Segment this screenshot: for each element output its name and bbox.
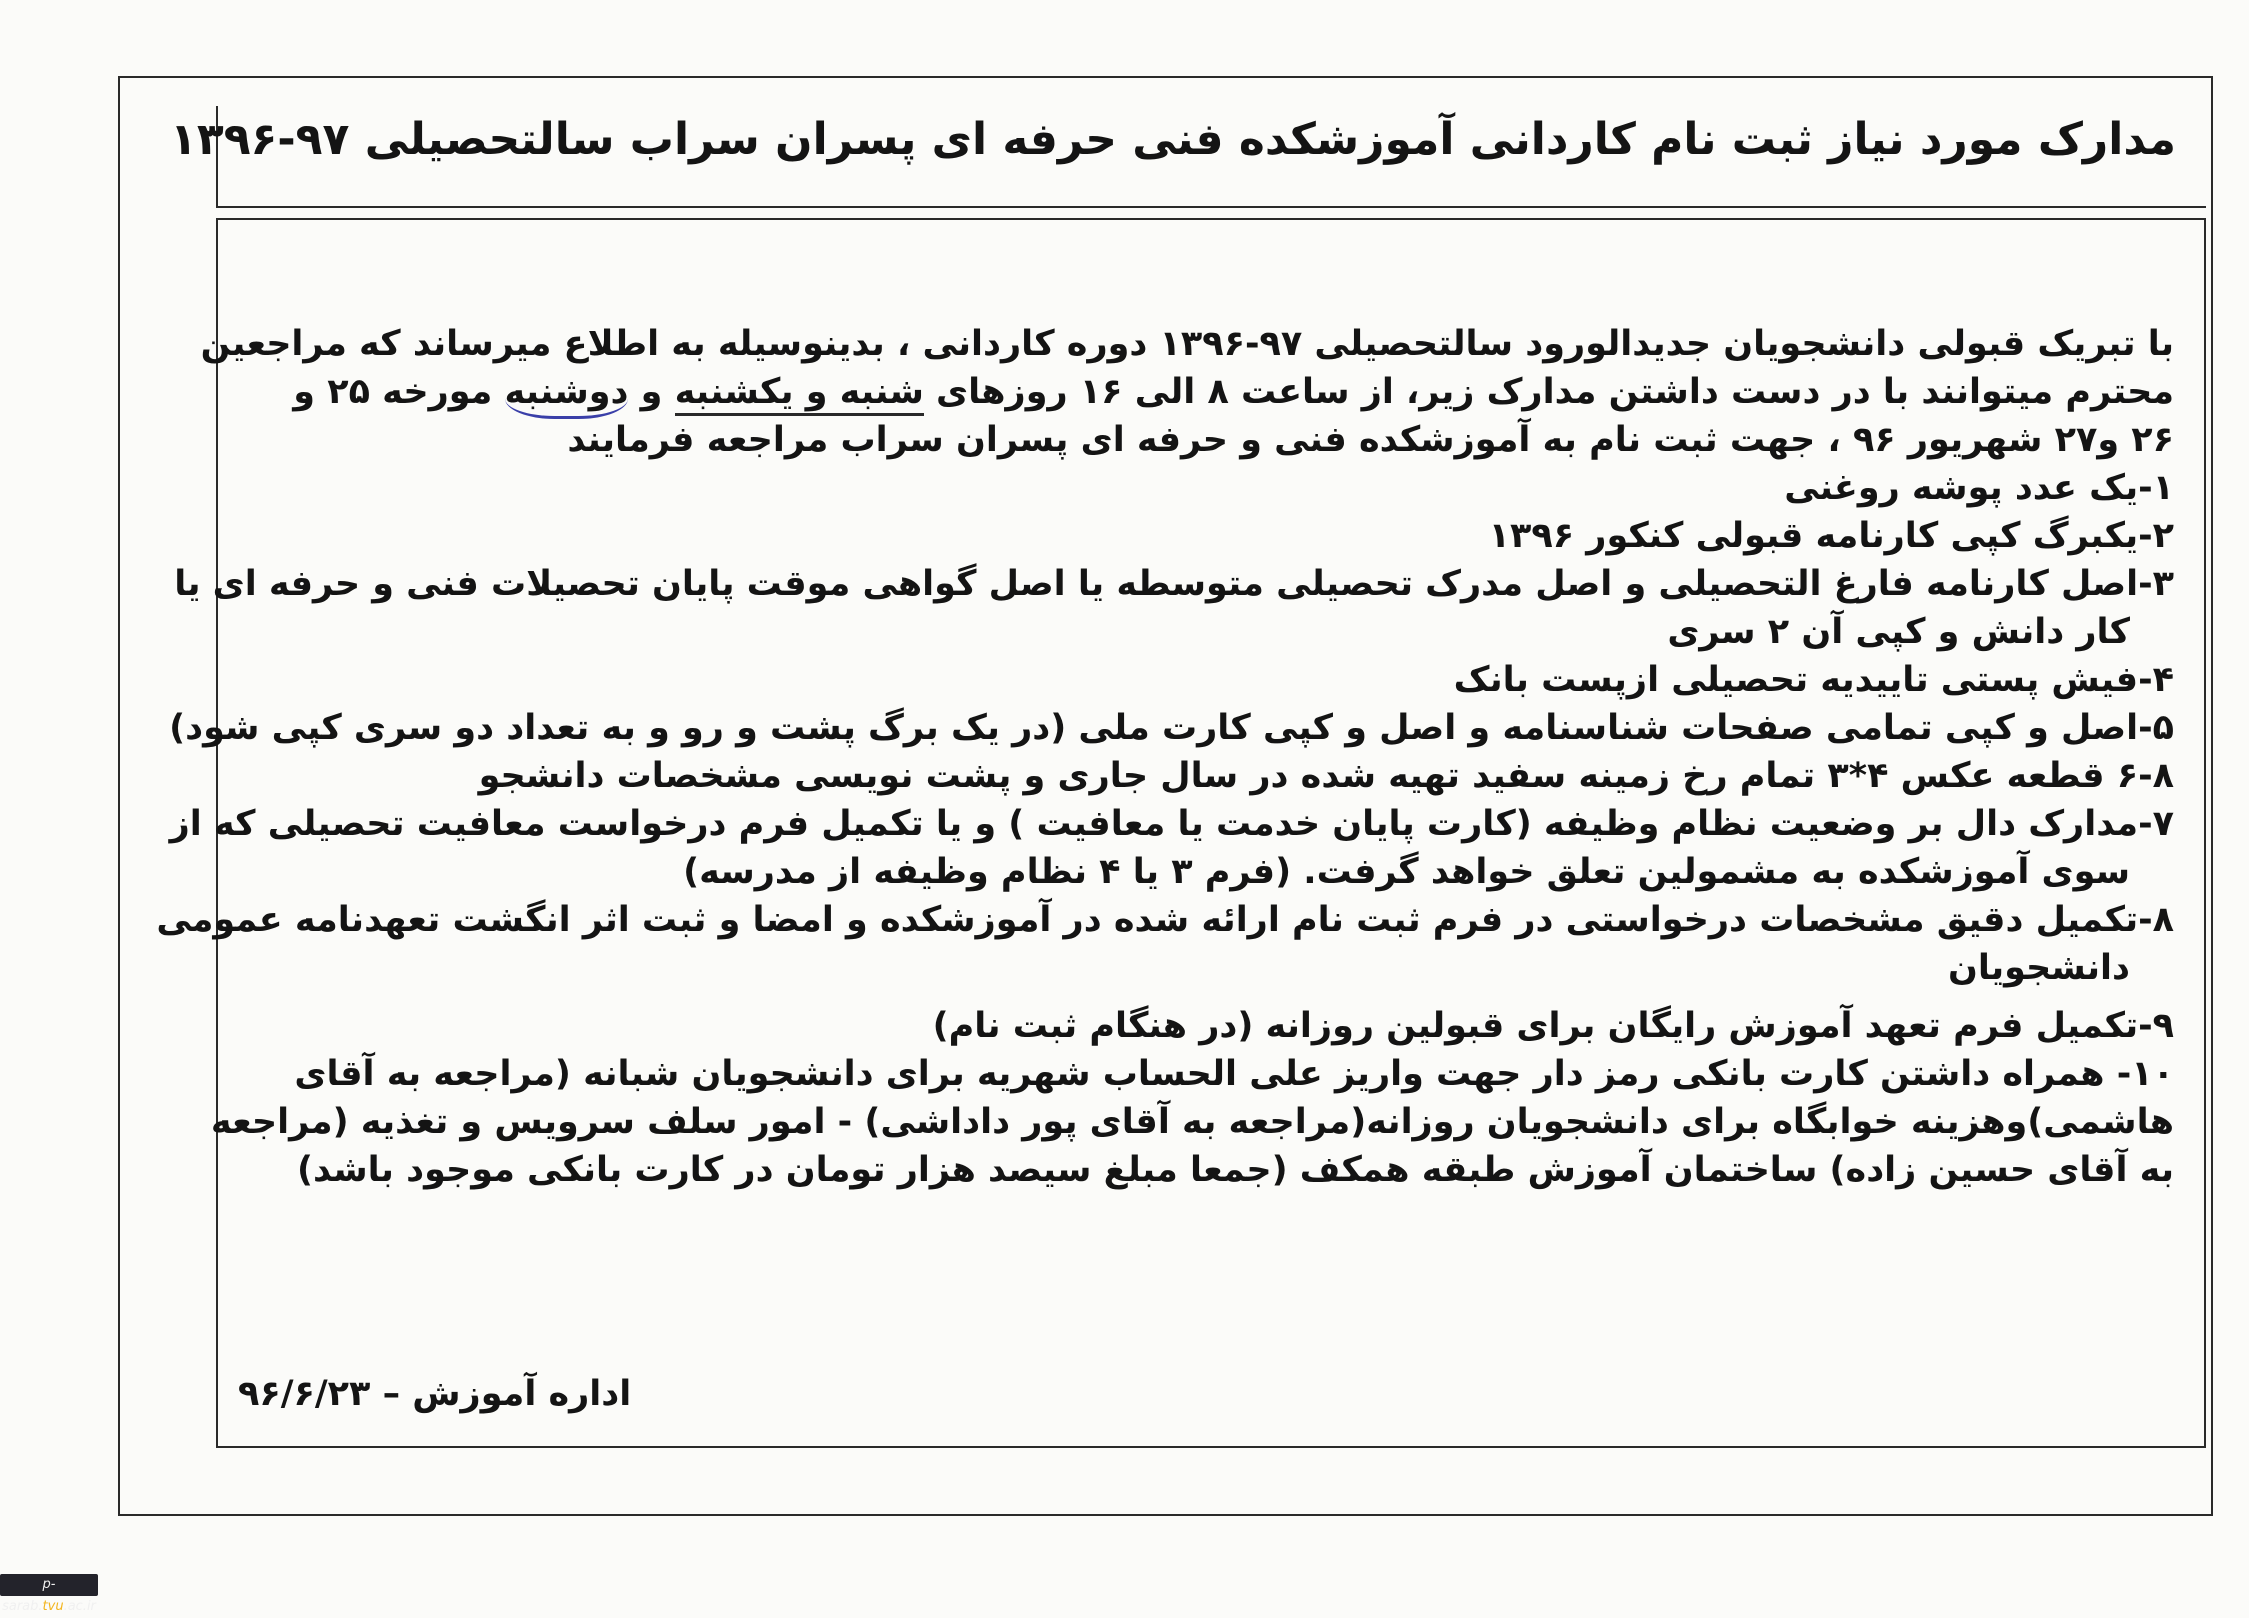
requirement-item-10-cont-1: هاشمی)وهزینه خوابگاه برای دانشجویان روزانه(مراجعه به آقای پور داداشی) - امور سلف سرویس و تغذیه (مراجعه	[210, 1102, 2174, 1142]
intro-line-3: ۲۶ و۲۷ شهریور ۹۶ ، جهت ثبت نام به آموزشکده فنی و حرفه ای پسران سراب مراجعه فرمایند	[567, 420, 2174, 460]
page-title: مدارک مورد نیاز ثبت نام کاردانی آموزشکده فنی حرفه ای پسران سراب سالتحصیلی ۹۷-۱۳۹۶	[169, 114, 2176, 165]
requirement-item-7-cont: سوی آموزشکده به مشمولین تعلق خواهد گرفت. (فرم ۳ یا ۴ نظام وظیفه از مدرسه)	[683, 852, 2130, 892]
intro-line-1: با تبریک قبولی دانشجویان جدیدالورود سالتحصیلی ۹۷-۱۳۹۶ دوره کاردانی ، بدینوسیله به اطلاع میرساند که مراجعین	[200, 324, 2174, 364]
document-body	[156, 218, 2206, 1448]
requirement-item-3-cont: کار دانش و کپی آن ۲ سری	[1667, 612, 2130, 652]
requirement-item-8-cont: دانشجویان	[1947, 948, 2130, 988]
requirement-item-8: ۸-تکمیل دقیق مشخصات درخواستی در فرم ثبت نام ارائه شده در آموزشکده و امضا و ثبت اثر انگشت تعهدنامه عمومی	[156, 900, 2174, 940]
requirement-item-4: ۴-فیش پستی تاییدیه تحصیلی ازپست بانک	[1453, 660, 2174, 700]
requirement-item-7: ۷-مدارک دال بر وضعیت نظام وظیفه (کارت پایان خدمت یا معافیت ) و یا تکمیل فرم درخواست معافیت تحصیلی که از	[169, 804, 2174, 844]
intro-line-2-start: محترم میتوانند با در دست داشتن مدارک زیر، از ساعت ۸ الی ۱۶ روزهای	[923, 372, 2174, 412]
requirement-item-10: ۱۰- همراه داشتن کارت بانکی رمز دار جهت واریز علی الحساب شهریه برای دانشجویان شبانه (مراجعه به آقای	[294, 1054, 2174, 1094]
requirement-item-3: ۳-اصل کارنامه فارغ التحصیلی و اصل مدرک تحصیلی متوسطه یا اصل گواهی موقت پایان تحصیلات فنی و حرفه ای یا	[174, 564, 2174, 604]
document-frame	[118, 76, 2213, 1516]
highlighted-day-monday: دوشنبه	[505, 368, 629, 419]
site-watermark	[0, 1574, 98, 1614]
intro-line-2-end: مورخه ۲۵ و	[293, 372, 505, 412]
requirement-item-6: ۶-۸ قطعه عکس ۴*۳ تمام رخ زمینه سفید تهیه شده در سال جاری و پشت نویسی مشخصات دانشجو	[478, 756, 2174, 796]
highlighted-days-saturday-sunday: شنبه و یکشنبه	[675, 372, 924, 416]
notice-content	[156, 320, 2174, 1194]
intro-line-2-and: و	[628, 372, 675, 412]
watermark-suffix: .ac.ir	[63, 1599, 96, 1614]
requirement-item-5: ۵-اصل و کپی تمامی صفحات شناسنامه و اصل و کپی کارت ملی (در یک برگ پشت و رو و به تعداد دو سری کپی شود)	[169, 708, 2174, 748]
requirement-item-10-cont-2: به آقای حسین زاده) ساختمان آموزش طبقه همکف (جمعا مبلغ سیصد هزار تومان در کارت بانکی موجود باشد)	[297, 1150, 2174, 1190]
requirement-item-9: ۹-تکمیل فرم تعهد آموزش رایگان برای قبولین روزانه (در هنگام ثبت نام)	[932, 1006, 2174, 1046]
watermark-accent: tvu	[42, 1599, 64, 1614]
requirement-item-1: ۱-یک عدد پوشه روغنی	[1784, 468, 2174, 508]
watermark-prefix: p-sarab.	[2, 1577, 56, 1614]
signature-office-date: اداره آموزش – ۹۶/۶/۲۳	[238, 1374, 632, 1414]
intro-line-2	[244, 368, 2174, 416]
title-box	[169, 106, 2206, 208]
requirement-item-2: ۲-یکبرگ کپی کارنامه قبولی کنکور ۱۳۹۶	[1488, 516, 2174, 556]
